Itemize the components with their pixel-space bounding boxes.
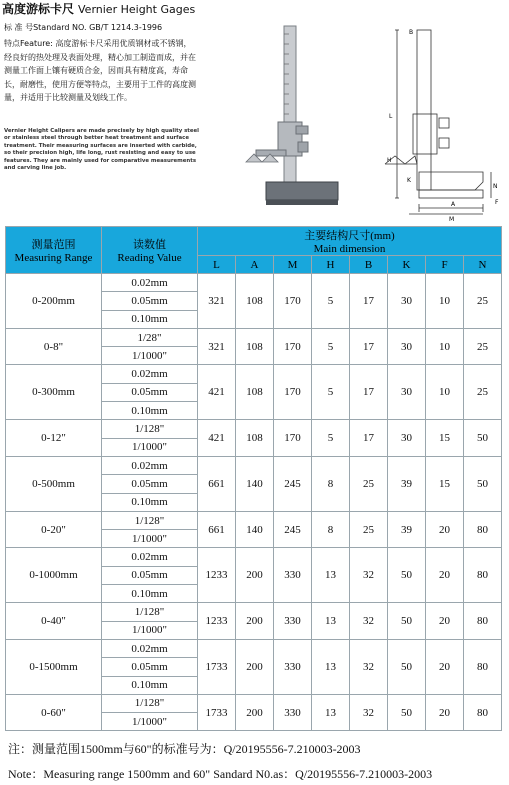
reading-value-cell: 0.02mm	[102, 365, 198, 383]
dimension-value-l: 321	[198, 328, 236, 365]
diagram-label-b: B	[409, 29, 414, 36]
dimension-value-l: 661	[198, 456, 236, 511]
measuring-range-cell: 0-20"	[6, 511, 102, 548]
dimension-diagram	[355, 22, 505, 222]
dimension-value-h: 13	[312, 694, 350, 731]
dimension-value-n: 25	[464, 328, 502, 365]
reading-value-cell: 0.02mm	[102, 548, 198, 566]
table-row	[6, 456, 502, 474]
dimension-value-k: 50	[388, 603, 426, 640]
dimension-value-f: 20	[426, 694, 464, 731]
reading-value-cell: 0.05mm	[102, 475, 198, 493]
measuring-range-cell: 0-40"	[6, 603, 102, 640]
reading-value-cell: 1/28"	[102, 328, 198, 346]
measuring-range-cell: 0-1500mm	[6, 639, 102, 694]
page-title	[2, 0, 195, 17]
dimension-value-a: 108	[236, 420, 274, 457]
dimension-value-l: 1733	[198, 639, 236, 694]
dimension-value-f: 20	[426, 603, 464, 640]
dimension-value-l: 661	[198, 511, 236, 548]
dimension-value-n: 80	[464, 639, 502, 694]
dimension-value-f: 20	[426, 548, 464, 603]
table-row	[6, 603, 502, 621]
dimension-value-a: 108	[236, 328, 274, 365]
diagram-label-k: K	[407, 177, 411, 184]
diagram-label-m: M	[449, 216, 455, 222]
dimension-value-f: 20	[426, 639, 464, 694]
dimension-value-h: 13	[312, 548, 350, 603]
dimension-value-k: 50	[388, 548, 426, 603]
dimension-value-b: 17	[350, 274, 388, 329]
dimension-value-a: 200	[236, 639, 274, 694]
dimension-value-b: 25	[350, 456, 388, 511]
dim-header-m: M	[274, 256, 312, 274]
dimension-value-k: 39	[388, 456, 426, 511]
dimension-value-n: 50	[464, 420, 502, 457]
dimension-value-b: 32	[350, 639, 388, 694]
dimension-value-k: 30	[388, 328, 426, 365]
dimension-value-l: 1733	[198, 694, 236, 731]
dimension-value-a: 200	[236, 694, 274, 731]
reading-value-cell: 1/128"	[102, 603, 198, 621]
dimension-value-m: 170	[274, 328, 312, 365]
dimension-value-k: 30	[388, 274, 426, 329]
dimension-value-n: 80	[464, 548, 502, 603]
table-row	[6, 365, 502, 383]
reading-value-cell: 0.02mm	[102, 639, 198, 657]
dimension-value-h: 13	[312, 639, 350, 694]
dimension-value-f: 15	[426, 456, 464, 511]
table-row	[6, 328, 502, 346]
header-measuring-range: 测量范围 Measuring Range	[6, 227, 102, 274]
dim-header-h: H	[312, 256, 350, 274]
reading-value-cell: 0.10mm	[102, 585, 198, 603]
dimension-value-n: 25	[464, 365, 502, 420]
reading-value-cell: 0.05mm	[102, 292, 198, 310]
dim-header-l: L	[198, 256, 236, 274]
dimension-value-h: 13	[312, 603, 350, 640]
diagram-label-f: F	[495, 199, 499, 206]
dimension-value-k: 30	[388, 420, 426, 457]
table-row	[6, 548, 502, 566]
dimension-value-a: 200	[236, 603, 274, 640]
table-row	[6, 694, 502, 712]
dimension-value-m: 170	[274, 274, 312, 329]
dimension-value-h: 5	[312, 365, 350, 420]
measuring-range-cell: 0-12"	[6, 420, 102, 457]
dimension-value-k: 50	[388, 639, 426, 694]
dimension-value-f: 10	[426, 274, 464, 329]
reading-value-cell: 0.10mm	[102, 676, 198, 694]
dimension-value-f: 20	[426, 511, 464, 548]
reading-value-cell: 1/1000"	[102, 713, 198, 731]
reading-value-cell: 0.10mm	[102, 493, 198, 511]
dimension-value-k: 50	[388, 694, 426, 731]
dimension-value-l: 421	[198, 365, 236, 420]
dimension-value-k: 30	[388, 365, 426, 420]
measuring-range-cell: 0-500mm	[6, 456, 102, 511]
dimension-value-m: 330	[274, 603, 312, 640]
reading-value-cell: 1/1000"	[102, 438, 198, 456]
dimension-value-h: 5	[312, 328, 350, 365]
dimension-value-b: 32	[350, 603, 388, 640]
table-row	[6, 420, 502, 438]
reading-value-cell: 1/1000"	[102, 347, 198, 365]
dimension-value-a: 108	[236, 274, 274, 329]
dimension-value-a: 200	[236, 548, 274, 603]
dimension-value-n: 25	[464, 274, 502, 329]
dimension-value-h: 8	[312, 456, 350, 511]
table-row	[6, 511, 502, 529]
dimension-value-h: 5	[312, 420, 350, 457]
dimension-value-l: 1233	[198, 603, 236, 640]
dimension-value-a: 108	[236, 365, 274, 420]
dim-header-a: A	[236, 256, 274, 274]
dimension-value-l: 321	[198, 274, 236, 329]
dimension-value-m: 330	[274, 548, 312, 603]
dim-header-n: N	[464, 256, 502, 274]
dimension-value-b: 32	[350, 694, 388, 731]
reading-value-cell: 1/1000"	[102, 530, 198, 548]
table-row	[6, 639, 502, 657]
measuring-range-cell: 0-200mm	[6, 274, 102, 329]
reading-value-cell: 1/128"	[102, 511, 198, 529]
measuring-range-cell: 0-1000mm	[6, 548, 102, 603]
dimension-value-n: 80	[464, 603, 502, 640]
reading-value-cell: 0.02mm	[102, 274, 198, 292]
dimension-value-f: 15	[426, 420, 464, 457]
dimension-value-m: 170	[274, 420, 312, 457]
note-en: Note：Measuring range 1500mm and 60" Sandard N0.as：Q/20195556-7.210003-2003	[8, 767, 433, 781]
reading-value-cell: 0.05mm	[102, 566, 198, 584]
dimension-value-m: 170	[274, 365, 312, 420]
title-cn: 高度游标卡尺	[2, 2, 75, 16]
dimension-value-n: 80	[464, 694, 502, 731]
dimension-value-a: 140	[236, 511, 274, 548]
measuring-range-cell: 0-60"	[6, 694, 102, 731]
dimension-value-b: 17	[350, 328, 388, 365]
dimension-value-m: 245	[274, 456, 312, 511]
dimension-value-b: 17	[350, 420, 388, 457]
reading-value-cell: 0.05mm	[102, 658, 198, 676]
dimension-value-f: 10	[426, 365, 464, 420]
measuring-range-cell: 0-300mm	[6, 365, 102, 420]
diagram-label-h: H	[387, 157, 392, 164]
diagram-label-l: L	[389, 113, 393, 120]
dimension-value-l: 421	[198, 420, 236, 457]
title-en: Vernier Height Gages	[78, 3, 196, 16]
reading-value-cell: 1/128"	[102, 420, 198, 438]
dimension-value-k: 39	[388, 511, 426, 548]
dimension-value-n: 80	[464, 511, 502, 548]
dimension-value-m: 330	[274, 639, 312, 694]
header-reading-value: 读数值 Reading Value	[102, 227, 198, 274]
diagram-label-n: N	[493, 183, 498, 190]
table-row	[6, 274, 502, 292]
dimension-value-b: 17	[350, 365, 388, 420]
standard-number: 标 准 号Standard NO. GB/T 1214.3-1996	[4, 23, 163, 32]
diagram-label-a: A	[451, 201, 456, 208]
measuring-range-cell: 0-8"	[6, 328, 102, 365]
dimension-value-m: 330	[274, 694, 312, 731]
feature-description-cn: 特点Feature: 高度游标卡尺采用优质钢材或不锈钢，经良好的热处理及表面处理，精心加工制造而成，并在测量工作面上镶有硬质合金，因而具有精度高，寿命长，耐磨性，使用方便等特点，主要用于工件的高度测量，并适用于比较测量及划线工作。	[4, 39, 196, 102]
feature-description-en: Vernier Height Calipers are made precisely by high quality steel or stainless steel through better heat treatment and surface treatment. Their measuring surfaces are inserted with carbide, so their precision high, life long, rust resisting and easy to use features. They are mainly used for comparative measurements and carving line job.	[4, 128, 200, 172]
dim-header-f: F	[426, 256, 464, 274]
dimension-value-h: 8	[312, 511, 350, 548]
dimension-value-b: 25	[350, 511, 388, 548]
reading-value-cell: 0.05mm	[102, 383, 198, 401]
spec-table	[5, 226, 502, 731]
dimension-value-b: 32	[350, 548, 388, 603]
reading-value-cell: 0.10mm	[102, 402, 198, 420]
header-main-dimension: 主要结构尺寸(mm) Main dimension	[198, 227, 502, 256]
dimension-value-f: 10	[426, 328, 464, 365]
note-cn: 注：测量范围1500mm与60"的标准号为：Q/20195556-7.210003-2003	[8, 742, 361, 756]
reading-value-cell: 1/1000"	[102, 621, 198, 639]
dimension-value-l: 1233	[198, 548, 236, 603]
dimension-value-n: 50	[464, 456, 502, 511]
reading-value-cell: 1/128"	[102, 694, 198, 712]
dim-header-b: B	[350, 256, 388, 274]
reading-value-cell: 0.02mm	[102, 456, 198, 474]
dimension-value-m: 245	[274, 511, 312, 548]
dimension-value-h: 5	[312, 274, 350, 329]
dimension-value-a: 140	[236, 456, 274, 511]
reading-value-cell: 0.10mm	[102, 310, 198, 328]
dim-header-k: K	[388, 256, 426, 274]
height-gauge-photo	[226, 22, 344, 208]
